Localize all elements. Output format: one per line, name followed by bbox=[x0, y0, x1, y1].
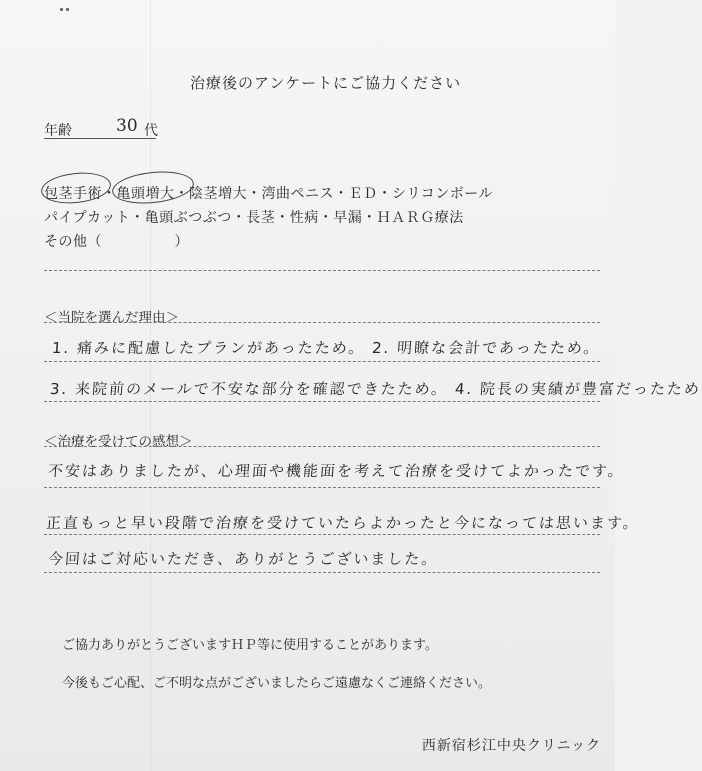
dashed-divider bbox=[44, 572, 600, 573]
treatment-options-line-2: パイプカット・亀頭ぶつぶつ・長茎・性病・早漏・ＨＡＲＧ療法 bbox=[44, 210, 464, 226]
ink-speck bbox=[66, 8, 69, 11]
dashed-divider bbox=[44, 322, 600, 323]
dashed-divider bbox=[44, 534, 600, 535]
dashed-divider bbox=[44, 361, 600, 362]
age-value: 30 bbox=[116, 116, 138, 136]
survey-title: 治療後のアンケートにご協力ください bbox=[190, 74, 462, 92]
dashed-divider bbox=[44, 270, 600, 271]
feedback-answer-line-2: 正直もっと早い段階で治療を受けていたらよかったと今になっては思います。 bbox=[45, 514, 641, 532]
footer-note-1: ご協力ありがとうございますＨＰ等に使用することがあります。 bbox=[62, 638, 438, 653]
dashed-divider bbox=[44, 446, 600, 447]
clinic-name: 西新宿杉江中央クリニック bbox=[421, 738, 601, 754]
age-underline bbox=[44, 138, 156, 139]
treatment-options-line-1: 包茎手術・亀頭増大・陰茎増大・湾曲ペニス・ＥＤ・シリコンボール bbox=[44, 186, 493, 202]
feedback-answer-line-3: 今回はご対応いただき、ありがとうございました。 bbox=[47, 550, 440, 568]
ink-speck bbox=[60, 8, 63, 11]
treatment-options-other: その他（ ） bbox=[44, 234, 189, 250]
reason-heading: ＜当院を選んだ理由＞ bbox=[44, 310, 179, 326]
dashed-divider bbox=[44, 401, 600, 402]
reason-answer-line-2: 3. 来院前のメールで不安な部分を確認できたため。 4. 院長の実績が豊富だったため bbox=[49, 380, 702, 398]
reason-answer-line-1: 1. 痛みに配慮したプランがあったため。 2. 明瞭な会計であったため。 bbox=[51, 339, 602, 357]
footer-note-2: 今後もご心配、ご不明な点がございましたらご遠慮なくご連絡ください。 bbox=[62, 676, 492, 691]
age-unit: 代 bbox=[144, 123, 158, 139]
feedback-heading: ＜治療を受けての感想＞ bbox=[44, 434, 193, 450]
dashed-divider bbox=[44, 487, 600, 488]
age-label: 年齢 bbox=[44, 123, 72, 139]
feedback-answer-line-1: 不安はありましたが、心理面や機能面を考えて治療を受けてよかったです。 bbox=[47, 462, 626, 480]
